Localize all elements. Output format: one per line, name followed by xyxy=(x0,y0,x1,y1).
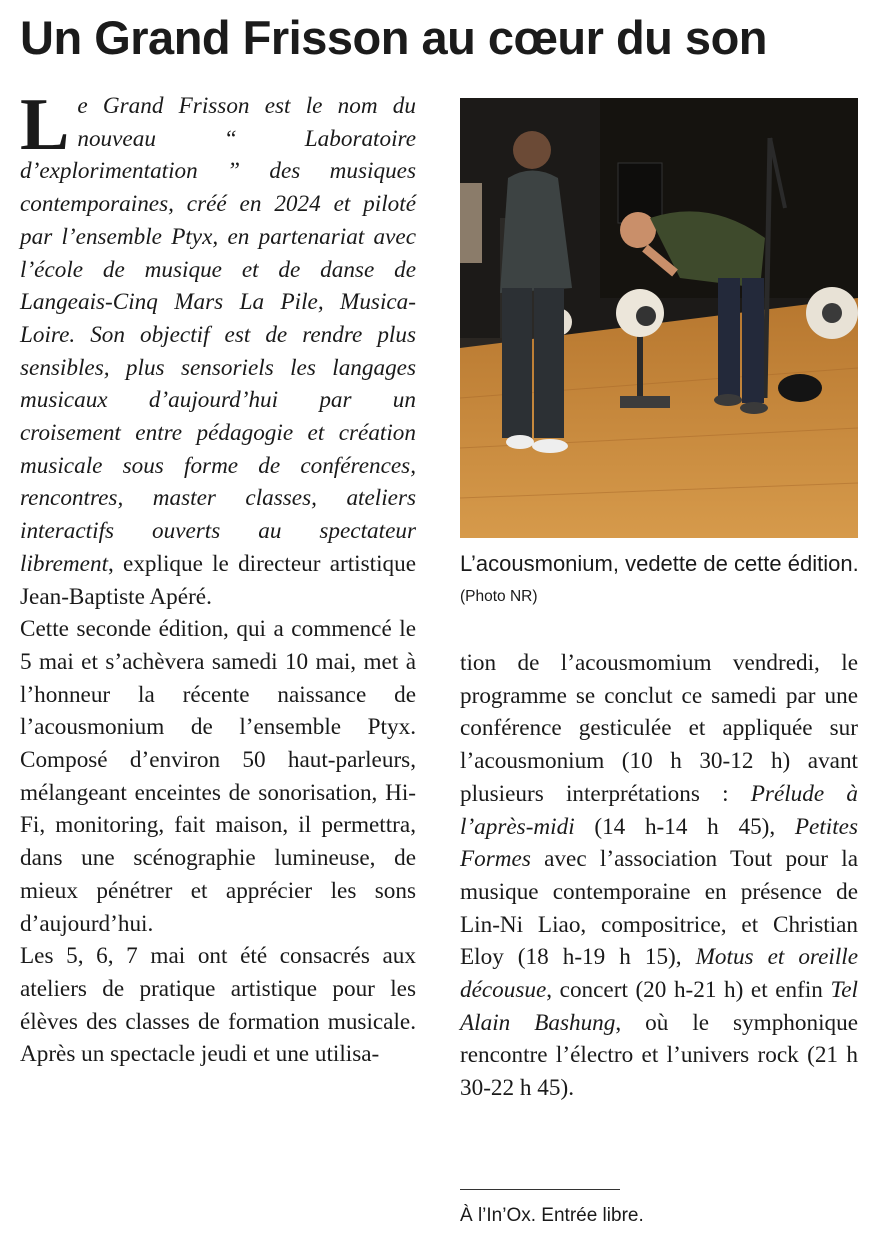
lead-italic-text: e Grand Frisson est le nom du nouveau “ Laboratoire d’explorimentation ” des musiques contemporaines, créé en 2024 et piloté par l’ensemble Ptyx, en partenariat avec l’école de musique et de danse de Langeais-Cinq Mars La Pile, Musica-Loire. Son objectif est de rendre plus sensibles, plus sensoriels les langages musicaux d’aujourd’hui par un croisement entre pédagogie et création musicale sous forme de conférences, rencontres, master classes, ateliers interactifs ouverts au spectateur librement xyxy=(20,93,416,577)
work-title-bashung: Tel Alain Bashung xyxy=(460,977,858,1036)
work-title-motus: Motus et oreille décousue xyxy=(460,944,858,1004)
program-text-4: , concert (20 h-21 h) et enfin xyxy=(546,977,831,1004)
venue-note: À l’In’Ox. Entrée libre. xyxy=(460,1205,644,1226)
paragraph-program xyxy=(460,647,858,1105)
program-text-1: tion de l’acousmomium vendredi, le programme se conclut ce samedi par une conférence gesticulée et appliquée sur l’acousmonium (10 h 30-12 h) avant plusieurs interprétations : xyxy=(460,650,858,807)
program-text-5: , où le symphonique rencontre l’électro et l’univers rock (21 h 30-22 h 45). xyxy=(460,1009,858,1102)
lead-attribution-text: , explique le directeur artistique Jean-Baptiste Apéré. xyxy=(20,550,416,610)
work-title-prelude: Prélude à l’après-midi xyxy=(460,780,858,840)
article-photo xyxy=(460,98,858,538)
acousmonium-photo-illustration xyxy=(460,98,858,538)
drop-cap: L xyxy=(20,84,70,166)
headline: Un Grand Frisson au cœur du son xyxy=(20,11,767,64)
caption-text: L’acousmonium, vedette de cette édition. xyxy=(460,551,859,576)
paragraph-edition: Cette seconde édition, qui a commencé le 5 mai et s’achèvera samedi 10 mai, met à l’honneur la récente naissance de l’acousmonium de l’ensemble Ptyx. Composé d’environ 50 haut-parleurs, mélangeant enceintes de sonorisation, Hi-Fi, monitoring, fait maison, il permettra, dans une scénographie lumineuse, de mieux pénétrer et apprécier les sons d’aujourd’hui. xyxy=(20,616,416,937)
footer-divider xyxy=(460,1189,620,1190)
photo-credit: (Photo NR) xyxy=(460,588,538,605)
photo-caption xyxy=(460,549,860,612)
paragraph-workshops: Les 5, 6, 7 mai ont été consacrés aux ateliers de pratique artistique pour les élèves des classes de formation musicale. Après un spectacle jeudi et une utilisa- xyxy=(20,943,416,1068)
program-text-2: (14 h-14 h 45), xyxy=(574,813,795,840)
left-column xyxy=(20,84,416,1071)
right-column xyxy=(460,647,858,1105)
work-title-petites-formes: Petites Formes xyxy=(460,813,858,873)
lead-paragraph xyxy=(20,84,416,613)
program-text-3: avec l’association Tout pour la musique contemporaine en présence de Lin-Ni Liao, compositrice, et Christian Eloy (18 h-19 h 15), xyxy=(460,846,858,971)
